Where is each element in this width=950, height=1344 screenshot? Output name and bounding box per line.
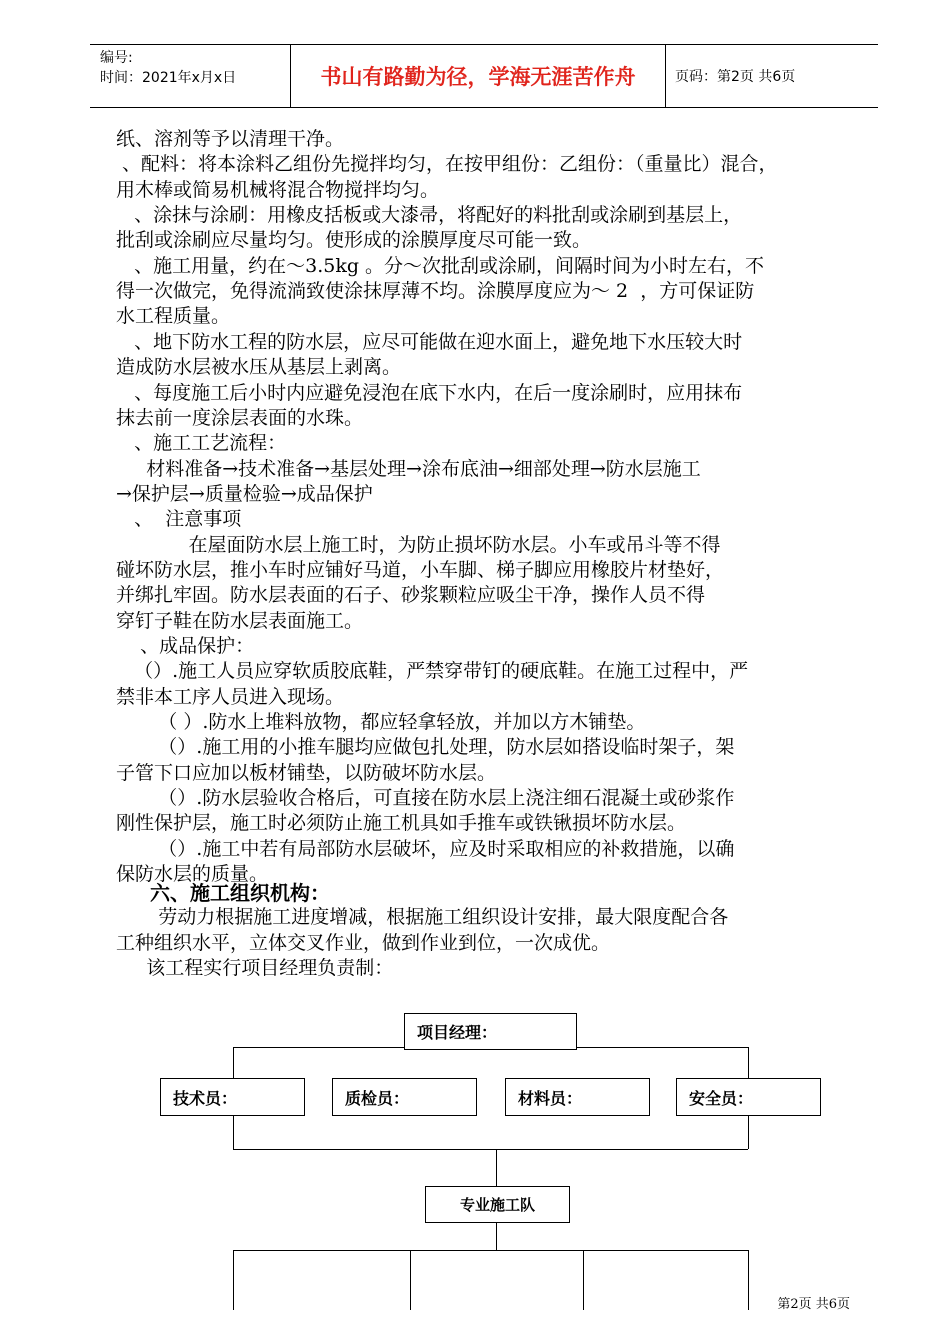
page-footer: 第2页 共6页: [777, 1297, 850, 1312]
body-line: 用木棒或简易机械将混合物搅拌均匀。: [116, 178, 440, 201]
body-line: 、地下防水工程的防水层，应尽可能做在迎水面上，避免地下水压较大时: [116, 330, 743, 353]
body-line: 在屋面防水层上施工时，为防止损坏防水层。小车或吊斗等不得: [116, 533, 721, 556]
body-line: 、每度施工后小时内应避免浸泡在底下水内，在后一度涂刷时，应用抹布: [116, 381, 743, 404]
body-line: 水工程质量。: [116, 305, 231, 328]
number-label: 编号:: [100, 50, 133, 66]
body-line: 碰坏防水层，推小车时应铺好马道，小车脚、梯子脚应用橡胶片材垫好，: [116, 558, 725, 581]
org-drop-2: [410, 1250, 411, 1310]
page-label: 页码：第2页 共6页: [675, 69, 796, 85]
section-line: 该工程实行项目经理负责制：: [116, 957, 394, 979]
org-drop-4: [748, 1250, 749, 1310]
body-line: 、配料：将本涂料乙组份先搅拌均匀，在按甲组份：乙组份：（重量比）混合，: [116, 153, 778, 176]
body-line: 材料准备→技术准备→基层处理→涂布底油→细部处理→防水层施工: [116, 457, 701, 480]
org-drop-1: [233, 1250, 234, 1310]
body-line: （）.施工用的小推车腿均应做包扎处理，防水层如搭设临时架子，架: [116, 736, 735, 759]
manager-box: 项目经理：: [404, 1013, 577, 1050]
org-bottom-line: [233, 1149, 748, 1150]
body-line: 得一次做完，免得流淌致使涂抹厚薄不均。涂膜厚度应为～ 2 ，方可保证防: [116, 280, 755, 303]
staff-box-material: 材料员：: [505, 1078, 650, 1116]
body-line: 禁非本工序人员进入现场。: [116, 685, 345, 708]
body-line: （）.施工人员应穿软质胶底鞋，严禁穿带钉的硬底鞋。在施工过程中，严: [116, 660, 749, 683]
staff-box-inspector: 质检员：: [332, 1078, 477, 1116]
page-header: [90, 44, 878, 108]
section-line: 劳动力根据施工进度增减，根据施工组织设计安排，最大限度配合各: [116, 906, 729, 928]
body-line: 并绑扎牢固。防水层表面的石子、砂浆颗粒应吸尘干净，操作人员不得: [116, 584, 706, 607]
body-line: 保防水层的质量。: [116, 863, 269, 886]
org-team-down: [496, 1222, 497, 1250]
body-line: 、涂抹与涂刷：用橡皮括板或大漆帚，将配好的料批刮或涂刷到基层上，: [116, 204, 743, 227]
org-drop-3: [583, 1250, 584, 1310]
body-line: （）.施工中若有局部防水层破坏，应及时采取相应的补救措施，以确: [116, 837, 735, 860]
section-heading: 六、施工组织机构：: [150, 881, 330, 905]
body-line: （）.防水层验收合格后，可直接在防水层上浇注细石混凝土或砂浆作: [116, 787, 735, 810]
header-meta: [90, 45, 290, 107]
body-line: 、 注意事项: [116, 508, 242, 531]
body-line: 、成品保护：: [116, 635, 255, 657]
time-label: 时间：2021年x月x日: [100, 70, 237, 86]
body-line: →保护层→质量检验→成品保护: [116, 482, 373, 505]
staff-box-technician: 技术员：: [160, 1078, 305, 1116]
motto: 书山有路勤为径，学海无涯苦作舟: [290, 45, 666, 107]
body-line: 纸、溶剂等予以清理干净。: [116, 128, 345, 150]
org-lower-line: [233, 1250, 749, 1251]
body-line: 批刮或涂刷应尽量均匀。使形成的涂膜厚度尽可能一致。: [116, 229, 592, 252]
staff-box-safety: 安全员：: [676, 1078, 821, 1116]
body-line: 刚性保护层，施工时必须防止施工机具如手推车或铁锹损坏防水层。: [116, 812, 687, 835]
body-line: 、施工工艺流程：: [116, 432, 287, 455]
org-team-connector: [496, 1149, 497, 1186]
body-line: 穿钉子鞋在防水层表面施工。: [116, 609, 364, 632]
body-line: 、施工用量，约在～3.5kg 。分～次批刮或涂刷，间隔时间为小时左右，不: [116, 254, 765, 277]
body-line: 子管下口应加以板材铺垫，以防破坏防水层。: [116, 761, 497, 784]
section-line: 工种组织水平，立体交叉作业，做到作业到位，一次成优。: [116, 931, 611, 954]
team-box: 专业施工队: [425, 1186, 570, 1223]
body-line: 抹去前一度涂层表面的水珠。: [116, 406, 364, 429]
body-line: 造成防水层被水压从基层上剥离。: [116, 356, 402, 379]
body-line: （ ）.防水上堆料放物，都应轻拿轻放，并加以方木铺垫。: [116, 711, 646, 734]
